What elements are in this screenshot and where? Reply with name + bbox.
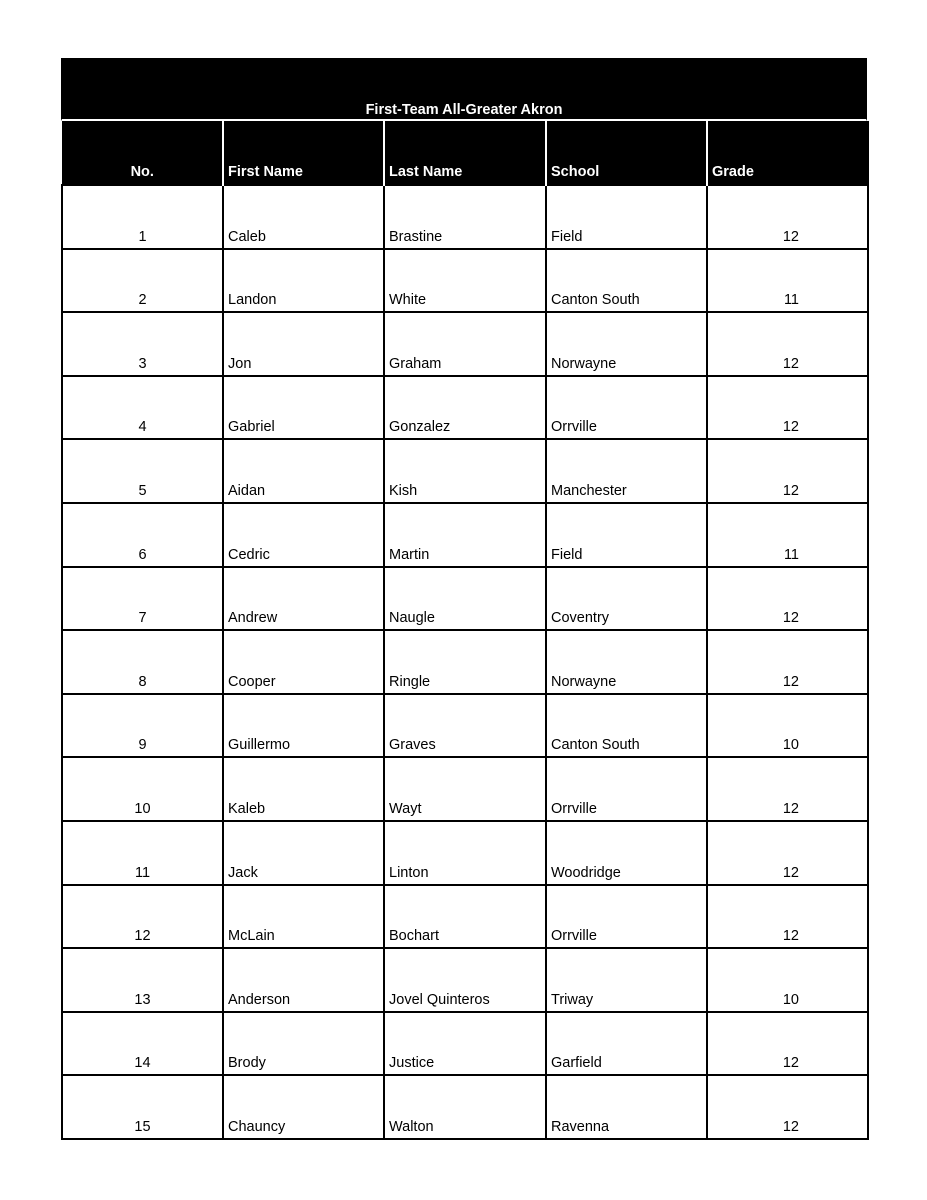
table-row — [62, 694, 868, 758]
cell-school: Field — [546, 503, 707, 567]
cell-grade: 12 — [707, 439, 868, 503]
roster-sheet — [61, 58, 867, 1140]
cell-first-name: Cooper — [223, 630, 384, 694]
table-row — [62, 821, 868, 885]
cell-last-name: Linton — [384, 821, 546, 885]
cell-school: Orrville — [546, 376, 707, 440]
cell-grade: 12 — [707, 567, 868, 631]
column-header-grade: Grade — [707, 121, 868, 185]
table-row — [62, 312, 868, 376]
cell-grade: 12 — [707, 630, 868, 694]
cell-school: Garfield — [546, 1012, 707, 1076]
cell-school: Ravenna — [546, 1075, 707, 1139]
cell-grade: 12 — [707, 376, 868, 440]
cell-first-name: Brody — [223, 1012, 384, 1076]
cell-last-name: Bochart — [384, 885, 546, 949]
column-header-first-name: First Name — [223, 121, 384, 185]
table-row — [62, 249, 868, 313]
cell-first-name: Jon — [223, 312, 384, 376]
table-row — [62, 503, 868, 567]
table-row — [62, 567, 868, 631]
cell-no: 6 — [62, 503, 223, 567]
cell-school: Field — [546, 185, 707, 249]
cell-no: 15 — [62, 1075, 223, 1139]
cell-first-name: Guillermo — [223, 694, 384, 758]
table-row — [62, 885, 868, 949]
cell-no: 12 — [62, 885, 223, 949]
cell-first-name: McLain — [223, 885, 384, 949]
cell-first-name: Chauncy — [223, 1075, 384, 1139]
table-row — [62, 1075, 868, 1139]
cell-no: 3 — [62, 312, 223, 376]
cell-grade: 12 — [707, 1012, 868, 1076]
cell-last-name: Graham — [384, 312, 546, 376]
column-header-school: School — [546, 121, 707, 185]
table-row — [62, 757, 868, 821]
cell-no: 1 — [62, 185, 223, 249]
cell-school: Norwayne — [546, 312, 707, 376]
column-header-no: No. — [62, 121, 223, 185]
table-row — [62, 948, 868, 1012]
cell-first-name: Gabriel — [223, 376, 384, 440]
cell-first-name: Aidan — [223, 439, 384, 503]
table-row — [62, 1012, 868, 1076]
cell-grade: 11 — [707, 249, 868, 313]
cell-no: 7 — [62, 567, 223, 631]
cell-school: Canton South — [546, 249, 707, 313]
cell-no: 11 — [62, 821, 223, 885]
cell-grade: 10 — [707, 948, 868, 1012]
cell-school: Orrville — [546, 757, 707, 821]
cell-first-name: Jack — [223, 821, 384, 885]
cell-no: 5 — [62, 439, 223, 503]
cell-first-name: Anderson — [223, 948, 384, 1012]
cell-last-name: Walton — [384, 1075, 546, 1139]
cell-school: Manchester — [546, 439, 707, 503]
cell-first-name: Landon — [223, 249, 384, 313]
cell-last-name: Ringle — [384, 630, 546, 694]
cell-grade: 12 — [707, 821, 868, 885]
cell-school: Coventry — [546, 567, 707, 631]
cell-first-name: Cedric — [223, 503, 384, 567]
cell-last-name: Graves — [384, 694, 546, 758]
cell-no: 8 — [62, 630, 223, 694]
cell-last-name: White — [384, 249, 546, 313]
cell-last-name: Naugle — [384, 567, 546, 631]
cell-grade: 12 — [707, 757, 868, 821]
cell-last-name: Jovel Quinteros — [384, 948, 546, 1012]
cell-first-name: Andrew — [223, 567, 384, 631]
cell-last-name: Martin — [384, 503, 546, 567]
cell-no: 10 — [62, 757, 223, 821]
cell-grade: 12 — [707, 885, 868, 949]
cell-last-name: Brastine — [384, 185, 546, 249]
cell-school: Orrville — [546, 885, 707, 949]
roster-body — [62, 185, 868, 1139]
cell-grade: 12 — [707, 185, 868, 249]
cell-no: 2 — [62, 249, 223, 313]
cell-last-name: Justice — [384, 1012, 546, 1076]
cell-first-name: Caleb — [223, 185, 384, 249]
cell-last-name: Gonzalez — [384, 376, 546, 440]
cell-school: Triway — [546, 948, 707, 1012]
cell-no: 4 — [62, 376, 223, 440]
cell-no: 13 — [62, 948, 223, 1012]
cell-grade: 12 — [707, 1075, 868, 1139]
cell-grade: 12 — [707, 312, 868, 376]
cell-grade: 11 — [707, 503, 868, 567]
roster-table — [61, 121, 869, 1140]
cell-no: 9 — [62, 694, 223, 758]
table-row — [62, 439, 868, 503]
cell-grade: 10 — [707, 694, 868, 758]
column-header-last-name: Last Name — [384, 121, 546, 185]
table-title: First-Team All-Greater Akron — [61, 58, 867, 121]
cell-first-name: Kaleb — [223, 757, 384, 821]
table-row — [62, 376, 868, 440]
cell-school: Canton South — [546, 694, 707, 758]
cell-last-name: Kish — [384, 439, 546, 503]
table-row — [62, 630, 868, 694]
cell-last-name: Wayt — [384, 757, 546, 821]
cell-school: Woodridge — [546, 821, 707, 885]
cell-no: 14 — [62, 1012, 223, 1076]
table-row — [62, 185, 868, 249]
cell-school: Norwayne — [546, 630, 707, 694]
header-row — [62, 121, 868, 185]
